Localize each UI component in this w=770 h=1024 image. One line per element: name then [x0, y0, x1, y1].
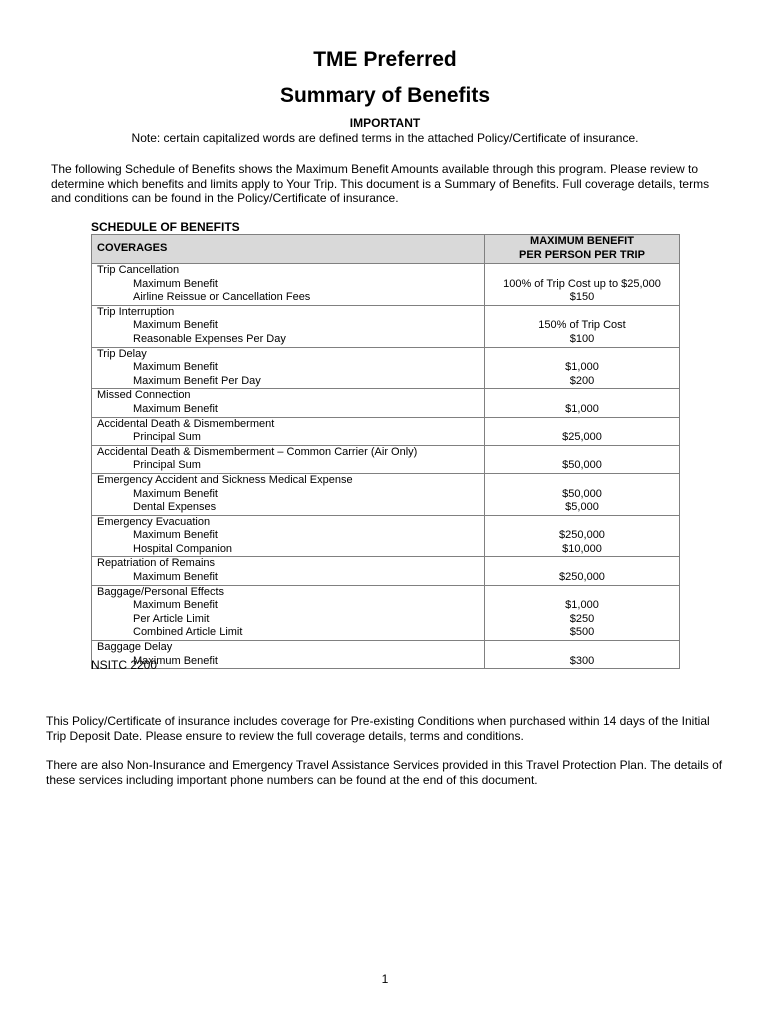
document-title: TME Preferred — [313, 48, 457, 71]
coverage-name: Baggage Delay — [97, 641, 173, 654]
benefit-amount-cell — [485, 389, 680, 417]
benefit-group-row — [92, 305, 680, 347]
coverage-name: Emergency Accident and Sickness Medical Expense — [97, 473, 353, 486]
coverage-cell — [92, 347, 485, 389]
coverage-cell — [92, 389, 485, 417]
benefit-amount-cell — [485, 515, 680, 557]
coverage-cell — [92, 557, 485, 585]
benefit-amount-cell — [485, 417, 680, 445]
benefit-amount-cell — [485, 264, 680, 306]
coverage-name: Accidental Death & Dismemberment – Common Carrier (Air Only) — [97, 445, 418, 458]
max-benefit-header-line1: MAXIMUM BENEFIT — [530, 235, 634, 248]
table-header-row — [92, 235, 680, 264]
benefit-group-row — [92, 585, 680, 640]
coverage-name: Emergency Evacuation — [97, 515, 211, 528]
benefit-item-value: $50,000 — [562, 487, 602, 500]
benefit-item-label: Airline Reissue or Cancellation Fees — [133, 291, 311, 304]
benefit-item-value: $5,000 — [565, 501, 599, 514]
benefit-item-label: Per Article Limit — [133, 612, 210, 625]
form-code: NSITC 2200 — [91, 658, 158, 672]
coverage-cell — [92, 473, 485, 515]
assistance-paragraph: There are also Non-Insurance and Emergency Travel Assistance Services provided in this Travel Protection Plan. The details of these services including important phone numbers can be found at the end of this document. — [46, 758, 723, 787]
amount-spacer — [490, 446, 674, 460]
benefit-item-value: $250 — [569, 612, 595, 625]
coverage-cell — [92, 417, 485, 445]
max-benefit-header — [485, 235, 680, 264]
amount-spacer — [490, 306, 674, 320]
benefit-item-label: Reasonable Expenses Per Day — [133, 332, 286, 345]
amount-spacer — [490, 474, 674, 488]
benefits-body — [92, 264, 680, 669]
benefit-group-row — [92, 641, 680, 669]
benefit-item-label: Principal Sum — [133, 431, 201, 444]
max-benefit-header-line2: PER PERSON PER TRIP — [519, 249, 645, 261]
coverage-cell — [92, 585, 485, 640]
benefit-item-value: $1,000 — [565, 402, 599, 415]
benefit-amount-cell — [485, 347, 680, 389]
benefit-item-value: 150% of Trip Cost — [538, 319, 626, 332]
document-subtitle: Summary of Benefits — [279, 84, 491, 107]
benefit-group-row — [92, 417, 680, 445]
benefit-item-label: Principal Sum — [133, 459, 201, 472]
benefit-item-label: Maximum Benefit Per Day — [133, 374, 261, 387]
coverage-name: Missed Connection — [97, 389, 191, 402]
benefit-item-value: $25,000 — [562, 431, 602, 444]
benefit-item-value: $500 — [569, 626, 595, 639]
benefit-amount-cell — [485, 557, 680, 585]
schedule-of-benefits-table — [91, 234, 680, 669]
benefit-item-value: $10,000 — [562, 542, 602, 555]
intro-paragraph: The following Schedule of Benefits shows the Maximum Benefit Amounts available through this program. Please review to determine which benefits and limits apply to Your Trip. This document is a Summary of Benefits. Full coverage details, terms and conditions can be found in the Policy/Certificate of insurance. — [51, 162, 710, 205]
benefit-amount-cell — [485, 641, 680, 669]
coverage-cell — [92, 515, 485, 557]
coverage-name: Baggage/Personal Effects — [97, 585, 224, 598]
benefit-item-value: $250,000 — [559, 529, 605, 542]
benefit-item-value: $150 — [569, 291, 595, 304]
amount-spacer — [490, 389, 674, 403]
benefit-item-value: $50,000 — [562, 459, 602, 472]
benefit-item-value: $250,000 — [559, 571, 605, 584]
coverage-name: Trip Delay — [97, 347, 147, 360]
benefit-item-label: Maximum Benefit — [133, 529, 218, 542]
benefit-item-label: Combined Article Limit — [133, 626, 243, 639]
benefit-amount-cell — [485, 445, 680, 473]
benefit-group-row — [92, 515, 680, 557]
amount-spacer — [490, 557, 674, 571]
benefit-item-value: $200 — [569, 374, 595, 387]
coverage-name: Accidental Death & Dismemberment — [97, 417, 275, 430]
coverage-name: Trip Cancellation — [97, 264, 180, 276]
amount-spacer — [490, 641, 674, 655]
coverage-name: Repatriation of Remains — [97, 557, 216, 570]
coverage-cell — [92, 445, 485, 473]
coverage-cell — [92, 264, 485, 306]
important-heading: IMPORTANT — [349, 116, 421, 130]
benefit-item-label: Hospital Companion — [133, 542, 233, 555]
benefit-item-label: Maximum Benefit — [133, 319, 218, 332]
benefit-item-label: Maximum Benefit — [133, 571, 218, 584]
benefit-group-row — [92, 347, 680, 389]
benefit-group-row — [92, 445, 680, 473]
benefit-item-value: $100 — [569, 332, 595, 345]
benefit-item-label: Maximum Benefit — [133, 402, 218, 415]
benefit-group-row — [92, 557, 680, 585]
amount-spacer — [490, 586, 674, 600]
benefit-amount-cell — [485, 473, 680, 515]
amount-spacer — [490, 264, 674, 278]
benefit-item-label: Maximum Benefit — [133, 277, 218, 290]
benefit-item-value: $1,000 — [565, 361, 599, 374]
benefit-group-row — [92, 389, 680, 417]
benefit-item-value: $1,000 — [565, 599, 599, 612]
amount-spacer — [490, 348, 674, 362]
preexisting-paragraph: This Policy/Certificate of insurance includes coverage for Pre-existing Conditions when purchased within 14 days of the Initial Trip Deposit Date. Please ensure to review the full coverage details, terms and conditions. — [46, 714, 710, 743]
important-note: Note: certain capitalized words are defined terms in the attached Policy/Certificate of insurance. — [131, 131, 639, 145]
benefit-item-label: Maximum Benefit — [133, 599, 218, 612]
benefit-item-label: Maximum Benefit — [133, 361, 218, 374]
benefit-item-value: $300 — [569, 654, 595, 667]
coverage-cell — [92, 305, 485, 347]
coverage-name: Trip Interruption — [97, 305, 175, 318]
benefit-item-label: Dental Expenses — [133, 501, 217, 514]
benefit-group-row — [92, 264, 680, 306]
coverages-header: COVERAGES — [92, 235, 485, 264]
benefit-item-value: 100% of Trip Cost up to $25,000 — [503, 277, 661, 290]
amount-spacer — [490, 516, 674, 530]
benefit-group-row — [92, 473, 680, 515]
amount-spacer — [490, 418, 674, 432]
schedule-title: SCHEDULE OF BENEFITS — [91, 220, 240, 234]
benefit-item-label: Maximum Benefit — [133, 654, 218, 667]
benefit-amount-cell — [485, 305, 680, 347]
benefit-item-label: Maximum Benefit — [133, 487, 218, 500]
benefit-amount-cell — [485, 585, 680, 640]
page-number: 1 — [381, 972, 389, 986]
